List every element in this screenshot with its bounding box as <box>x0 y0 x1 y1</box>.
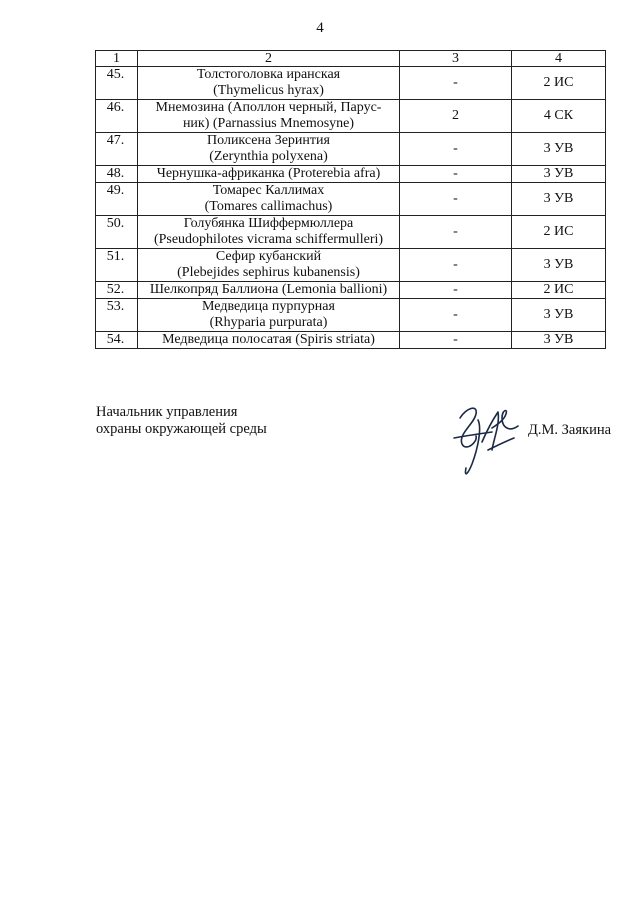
status-value: 3 УВ <box>512 166 606 183</box>
status-value: 2 ИС <box>512 67 606 100</box>
row-number: 49. <box>96 183 138 216</box>
species-name-line: Сефир кубанский <box>215 249 322 264</box>
table-row <box>96 216 606 249</box>
table-row <box>96 299 606 332</box>
species-name-line: Поликсена Зеринтия <box>207 133 330 148</box>
row-number: 54. <box>96 332 138 349</box>
column-header-2: 2 <box>138 51 400 67</box>
category-value: - <box>400 282 512 299</box>
species-name <box>138 249 400 282</box>
species-name-line: Толстоголовка иранская <box>196 67 341 82</box>
handwritten-signature <box>448 398 528 482</box>
status-value: 3 УВ <box>512 249 606 282</box>
table-row <box>96 332 606 349</box>
table-row <box>96 183 606 216</box>
row-number: 45. <box>96 67 138 100</box>
position-line: Начальник управления <box>96 404 238 420</box>
species-name-line: ник) (Parnassius Mnemosyne) <box>182 116 355 131</box>
species-name <box>138 282 400 299</box>
status-value: 4 СК <box>512 100 606 133</box>
row-number: 48. <box>96 166 138 183</box>
species-name-line: (Thymelicus hyrax) <box>213 83 324 98</box>
species-name <box>138 332 400 349</box>
species-name <box>138 183 400 216</box>
table-row <box>96 282 606 299</box>
status-value: 3 УВ <box>512 183 606 216</box>
species-name-line: Чернушка-африканка (Proterebia afra) <box>156 166 381 181</box>
column-header-4: 4 <box>512 51 606 67</box>
table-row <box>96 67 606 100</box>
row-number: 53. <box>96 299 138 332</box>
signatory-position <box>96 404 267 438</box>
status-value: 2 ИС <box>512 282 606 299</box>
species-name-line: Медведица полосатая (Spiris striata) <box>162 332 375 347</box>
species-name <box>138 166 400 183</box>
table-row <box>96 133 606 166</box>
status-value: 2 ИС <box>512 216 606 249</box>
row-number: 51. <box>96 249 138 282</box>
row-number: 47. <box>96 133 138 166</box>
table-row <box>96 249 606 282</box>
category-value: - <box>400 166 512 183</box>
category-value: - <box>400 67 512 100</box>
category-value: - <box>400 183 512 216</box>
category-value: - <box>400 249 512 282</box>
species-name <box>138 299 400 332</box>
table-row <box>96 100 606 133</box>
category-value: 2 <box>400 100 512 133</box>
row-number: 50. <box>96 216 138 249</box>
species-name <box>138 100 400 133</box>
column-header-1: 1 <box>96 51 138 67</box>
species-name-line: Голубянка Шиффермюллера <box>183 216 354 231</box>
table-body <box>96 67 606 349</box>
table-row <box>96 166 606 183</box>
status-value: 3 УВ <box>512 133 606 166</box>
species-name-line: Томарес Каллимах <box>212 183 325 198</box>
species-name <box>138 216 400 249</box>
species-name-line: (Rhyparia purpurata) <box>209 315 328 330</box>
status-value: 3 УВ <box>512 332 606 349</box>
category-value: - <box>400 332 512 349</box>
species-name-line: Медведица пурпурная <box>202 299 335 314</box>
species-name-line: Мнемозина (Аполлон черный, Парус- <box>155 100 382 115</box>
category-value: - <box>400 216 512 249</box>
position-line: охраны окружающей среды <box>96 421 267 437</box>
table-header-row <box>96 51 606 67</box>
species-name-line: (Tomares callimachus) <box>204 199 333 214</box>
species-name-line: (Pseudophilotes vicrama schiffermulleri) <box>153 232 384 247</box>
species-table <box>95 50 606 349</box>
status-value: 3 УВ <box>512 299 606 332</box>
species-name <box>138 67 400 100</box>
category-value: - <box>400 299 512 332</box>
page-number: 4 <box>316 20 324 36</box>
row-number: 46. <box>96 100 138 133</box>
column-header-3: 3 <box>400 51 512 67</box>
species-name-line: (Zerynthia polyxena) <box>209 149 328 164</box>
species-name <box>138 133 400 166</box>
category-value: - <box>400 133 512 166</box>
signatory-name: Д.М. Заякина <box>528 422 612 438</box>
species-name-line: Шелкопряд Баллиона (Lemonia ballioni) <box>149 282 388 297</box>
row-number: 52. <box>96 282 138 299</box>
species-name-line: (Plebejides sephirus kubanensis) <box>177 265 360 280</box>
